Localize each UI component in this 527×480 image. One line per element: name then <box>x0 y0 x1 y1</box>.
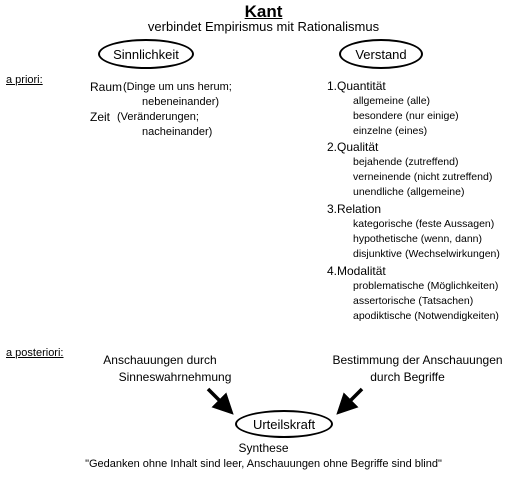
zeit-label: Zeit <box>90 110 111 124</box>
raum-desc-1: (Dinge um uns herum; <box>123 81 232 93</box>
kant-quote: "Gedanken ohne Inhalt sind leer, Anschauungen ohne Begriffe sind blind" <box>85 458 442 470</box>
category-item: unendliche (allgemeine) <box>353 186 465 198</box>
category-item: kategorische (feste Aussagen) <box>353 218 495 230</box>
a-posteriori-label: a posteriori: <box>6 347 64 359</box>
sinnlichkeit-label: Sinnlichkeit <box>113 46 179 62</box>
bestimmung-line-2: durch Begriffe <box>370 370 445 384</box>
right-arrow <box>340 389 362 411</box>
category-item: allgemeine (alle) <box>353 95 431 107</box>
category-item: besondere (nur einige) <box>353 110 459 122</box>
category-item: problematische (Möglichkeiten) <box>353 280 499 292</box>
verstand-label: Verstand <box>355 46 407 62</box>
category-heading: 3.Relation <box>327 202 382 216</box>
category-item: hypothetische (wenn, dann) <box>353 233 482 245</box>
category-heading: 4.Modalität <box>327 264 386 278</box>
category-heading: 1.Quantität <box>327 79 386 93</box>
bestimmung-line-1: Bestimmung der Anschauungen <box>332 353 503 367</box>
page-title: Kant <box>244 2 283 21</box>
category-item: bejahende (zutreffend) <box>353 156 459 168</box>
anschauungen-line-2: Sinneswahrnehmung <box>118 370 232 384</box>
raum-desc-2: nebeneinander) <box>142 96 220 108</box>
category-item: verneinende (nicht zutreffend) <box>353 171 493 183</box>
category-item: apodiktische (Notwendigkeiten) <box>353 310 499 322</box>
category-item: disjunktive (Wechselwirkungen) <box>353 248 500 260</box>
a-priori-label: a priori: <box>6 74 43 86</box>
urteilskraft-oval <box>235 410 333 438</box>
anschauungen-line-1: Anschauungen durch <box>103 353 217 367</box>
category-item: assertorische (Tatsachen) <box>353 295 474 307</box>
raum-label: Raum <box>90 80 123 94</box>
synthese-label: Synthese <box>238 441 289 455</box>
category-item: einzelne (eines) <box>353 125 428 137</box>
zeit-desc-1: (Veränderungen; <box>117 111 199 123</box>
urteilskraft-label: Urteilskraft <box>252 416 316 432</box>
category-heading: 2.Qualität <box>327 140 379 154</box>
zeit-desc-2: nacheinander) <box>142 126 213 138</box>
page-subtitle: verbindet Empirismus mit Rationalismus <box>147 19 380 34</box>
left-arrow <box>208 389 230 411</box>
